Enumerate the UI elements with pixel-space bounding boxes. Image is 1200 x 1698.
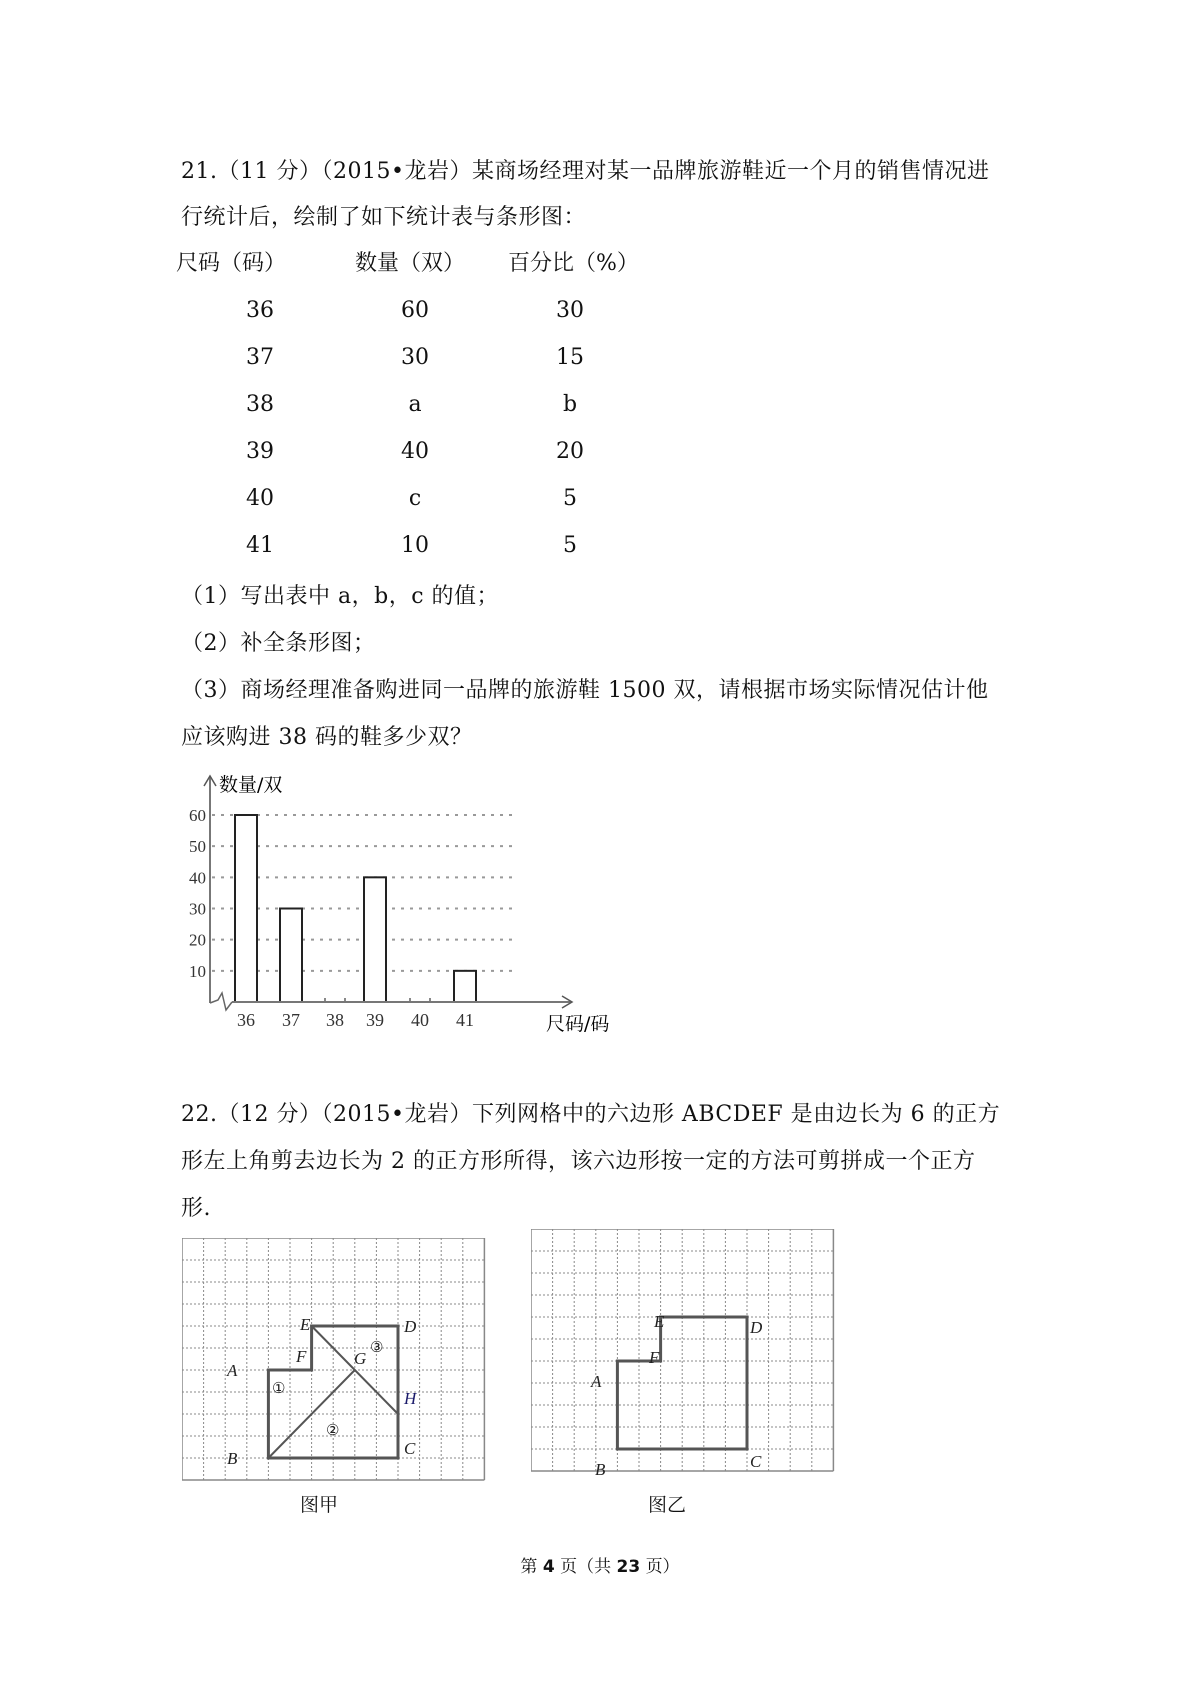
header-percent: 百分比（%） [508, 251, 639, 276]
label-a: A [591, 1372, 602, 1391]
label-g: G [354, 1349, 367, 1368]
cell-quantity: 60 [401, 298, 429, 323]
footer-total-pages: 23 [616, 1557, 641, 1577]
cell-quantity: a [408, 392, 422, 417]
footer-middle: 页（共 [560, 1557, 612, 1577]
bar-36 [235, 815, 257, 1002]
x-tick-label: 39 [366, 1010, 384, 1030]
y-tick-label: 40 [189, 868, 206, 888]
cell-quantity: c [408, 486, 422, 511]
q21-line-1: 21.（11 分）（2015•龙岩）某商场经理对某一品牌旅游鞋近一个月的销售情况进 [181, 159, 990, 184]
footer-page-number: 4 [542, 1557, 555, 1577]
header-quantity: 数量（双） [355, 251, 466, 276]
label-c: C [750, 1452, 762, 1471]
y-axis-label: 数量/双 [219, 774, 283, 796]
cell-percent: 30 [556, 298, 584, 323]
y-tick-label: 30 [189, 899, 206, 919]
bar-37 [280, 909, 302, 1003]
label-a: A [227, 1361, 238, 1380]
footer-prefix: 第 [520, 1557, 538, 1577]
q22-line-2: 形左上角剪去边长为 2 的正方形所得，该六边形按一定的方法可剪拼成一个正方 [181, 1149, 976, 1174]
figure-b-caption: 图乙 [648, 1494, 687, 1516]
cell-quantity: 30 [401, 345, 429, 370]
label-e: E [654, 1312, 665, 1331]
cell-percent: b [562, 392, 578, 417]
x-tick-label: 38 [326, 1010, 344, 1030]
label-e: E [300, 1315, 311, 1334]
q21-subquestion-3-line-2: 应该购进 38 码的鞋多少双？ [181, 725, 473, 750]
bar-41 [454, 971, 476, 1002]
q22-line-1: 22.（12 分）（2015•龙岩）下列网格中的六边形 ABCDEF 是由边长为 6 的正方 [181, 1102, 1001, 1127]
figure-a [182, 1238, 492, 1528]
grid-b [531, 1229, 833, 1471]
q21-line-2: 行统计后，绘制了如下统计表与条形图： [181, 205, 587, 230]
cell-percent: 15 [556, 345, 584, 370]
label-c: C [404, 1439, 416, 1458]
label-d: D [404, 1317, 417, 1336]
cell-quantity: 40 [401, 439, 429, 464]
cell-size: 39 [246, 439, 274, 464]
label-d: D [750, 1318, 763, 1337]
cell-size: 41 [246, 533, 274, 558]
x-tick-label: 41 [456, 1010, 474, 1030]
x-axis-label: 尺码/码 [546, 1013, 610, 1035]
cell-quantity: 10 [401, 533, 429, 558]
cell-size: 38 [246, 392, 274, 417]
figure-b [531, 1229, 841, 1519]
axis-break-icon [210, 993, 232, 1010]
grid-a [182, 1238, 484, 1480]
q21-subquestion-3-line-1: （3）商场经理准备购进同一品牌的旅游鞋 1500 双，请根据市场实际情况估计他 [181, 678, 989, 703]
q22-line-3: 形. [181, 1196, 211, 1221]
x-tick-label: 37 [282, 1010, 300, 1030]
y-tick-label: 50 [189, 837, 206, 857]
header-size: 尺码（码） [176, 251, 287, 276]
label-f: F [649, 1348, 660, 1367]
cell-percent: 5 [563, 533, 577, 558]
label-b: B [227, 1449, 238, 1468]
x-tick-label: 40 [411, 1010, 429, 1030]
label-f: F [296, 1347, 307, 1366]
region-1: ① [272, 1381, 286, 1397]
label-b: B [595, 1460, 606, 1479]
page-footer [0, 1552, 1200, 1577]
y-tick-label: 20 [189, 930, 206, 950]
q21-subquestion-1: （1）写出表中 a，b，c 的值； [181, 584, 500, 609]
cell-size: 36 [246, 298, 274, 323]
region-2: ② [326, 1423, 340, 1439]
cell-size: 37 [246, 345, 274, 370]
q21-subquestion-2: （2）补全条形图； [181, 631, 376, 656]
cell-percent: 5 [563, 486, 577, 511]
cell-percent: 20 [556, 439, 584, 464]
y-tick-label: 10 [189, 961, 206, 981]
bar-39 [364, 877, 386, 1002]
region-3: ③ [370, 1340, 384, 1356]
x-tick-label: 36 [237, 1010, 255, 1030]
label-h: H [404, 1389, 417, 1408]
figure-a-caption: 图甲 [300, 1494, 339, 1516]
footer-suffix: 页） [645, 1557, 680, 1577]
cell-size: 40 [246, 486, 274, 511]
y-tick-label: 60 [189, 806, 206, 825]
